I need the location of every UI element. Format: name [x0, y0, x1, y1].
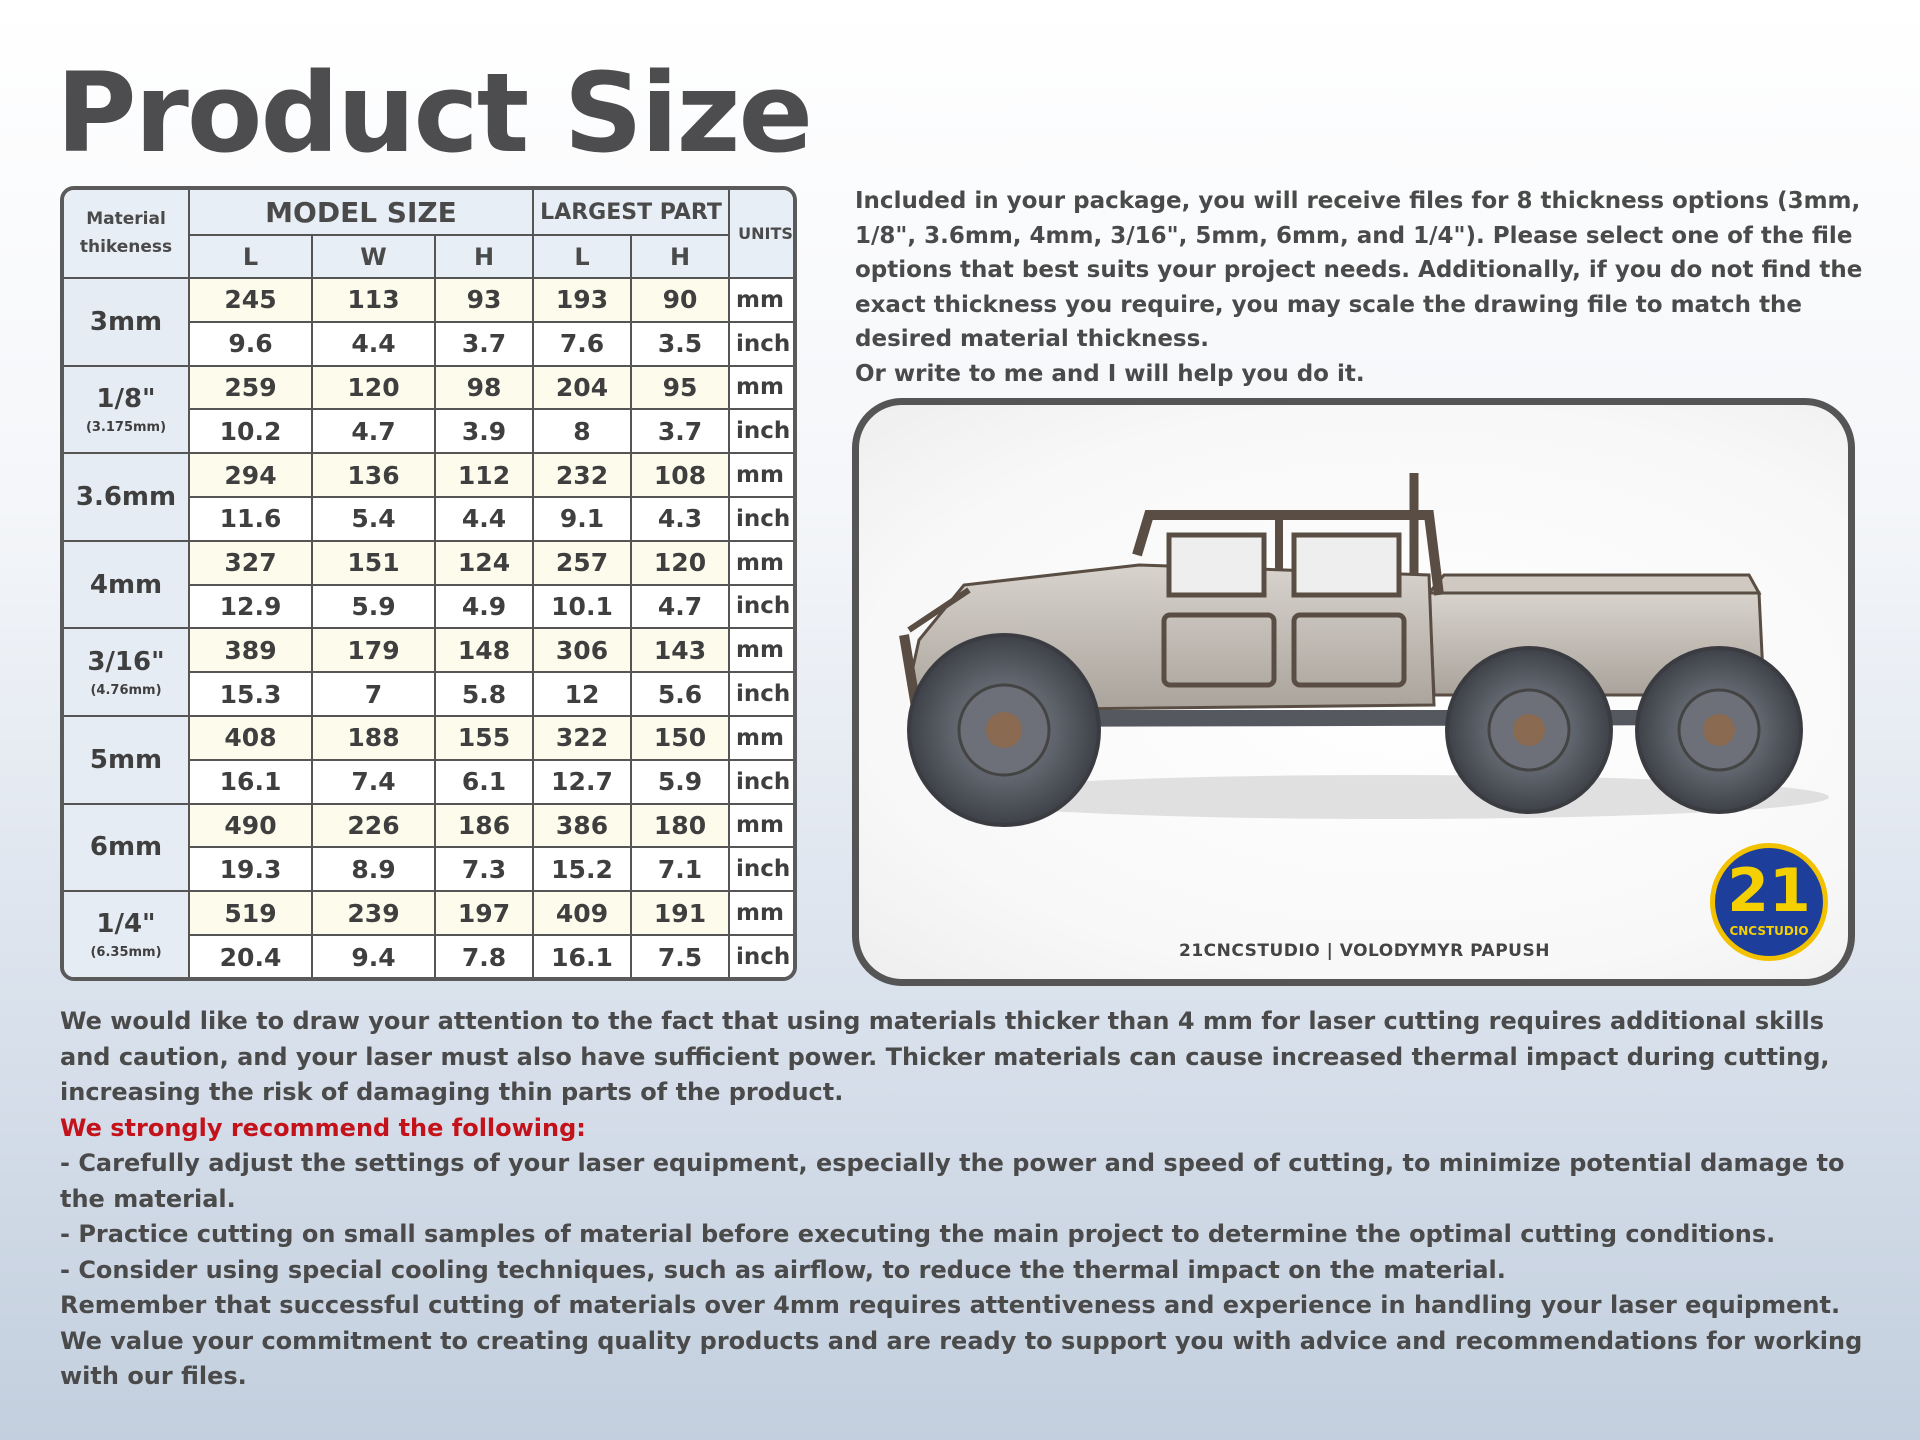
recommend-heading: We strongly recommend the following: [60, 1113, 586, 1142]
value-cell: 239 [312, 891, 435, 935]
notice-closing: We value your commitment to creating quality products and are ready to support you with advice and recommendations for working with our files. [60, 1326, 1863, 1390]
value-cell: 257 [533, 541, 631, 585]
value-cell: 4.4 [312, 322, 435, 366]
package-info [855, 184, 1865, 391]
value-cell: 155 [435, 716, 533, 760]
recommend-item: - Consider using special cooling techniques, such as airflow, to reduce the thermal impact on the material. [60, 1255, 1506, 1284]
studio-logo [1710, 843, 1828, 961]
value-cell: 4.3 [631, 497, 729, 541]
unit-cell: mm [729, 804, 797, 848]
value-cell: 90 [631, 278, 729, 322]
value-cell: 193 [533, 278, 631, 322]
value-cell: 8.9 [312, 847, 435, 891]
value-cell: 4.9 [435, 585, 533, 629]
unit-cell: inch [729, 585, 797, 629]
table-row [64, 804, 797, 848]
value-cell: 7.4 [312, 760, 435, 804]
value-cell: 5.6 [631, 672, 729, 716]
unit-cell: inch [729, 322, 797, 366]
value-cell: 188 [312, 716, 435, 760]
value-cell: 16.1 [533, 935, 631, 979]
value-cell: 20.4 [189, 935, 312, 979]
logo-number: 21 [1727, 856, 1811, 926]
size-table-body [64, 278, 797, 979]
value-cell: 148 [435, 628, 533, 672]
rear-wheel-2 [1637, 648, 1801, 812]
material-sublabel: (6.35mm) [90, 945, 162, 961]
material-sublabel: (4.76mm) [90, 682, 162, 698]
value-cell: 7.8 [435, 935, 533, 979]
unit-cell: inch [729, 935, 797, 979]
size-table [60, 186, 797, 981]
material-cell [64, 716, 189, 804]
value-cell: 180 [631, 804, 729, 848]
value-cell: 7.6 [533, 322, 631, 366]
material-cell [64, 278, 189, 366]
value-cell: 204 [533, 366, 631, 410]
front-wheel [909, 635, 1099, 825]
value-cell: 8 [533, 409, 631, 453]
value-cell: 12.9 [189, 585, 312, 629]
material-cell [64, 366, 189, 454]
value-cell: 151 [312, 541, 435, 585]
value-cell: 143 [631, 628, 729, 672]
table-row [64, 366, 797, 410]
table-row [64, 891, 797, 935]
value-cell: 294 [189, 453, 312, 497]
material-header: Material thikeness [64, 190, 189, 278]
unit-cell: mm [729, 278, 797, 322]
unit-cell: inch [729, 760, 797, 804]
table-row [64, 541, 797, 585]
value-cell: 327 [189, 541, 312, 585]
page-title: Product Size [56, 49, 812, 177]
recommend-item: - Carefully adjust the settings of your laser equipment, especially the power and speed of cutting, to minimize potential damage to the material. [60, 1149, 1845, 1213]
value-cell: 150 [631, 716, 729, 760]
value-cell: 5.9 [631, 760, 729, 804]
value-cell: 409 [533, 891, 631, 935]
value-cell: 259 [189, 366, 312, 410]
material-label: 1/8" [96, 383, 156, 414]
value-cell: 93 [435, 278, 533, 322]
unit-cell: inch [729, 847, 797, 891]
unit-cell: mm [729, 891, 797, 935]
value-cell: 226 [312, 804, 435, 848]
value-cell: 9.1 [533, 497, 631, 541]
value-cell: 12.7 [533, 760, 631, 804]
value-cell: 3.7 [631, 409, 729, 453]
part-length-header: L [533, 235, 631, 278]
value-cell: 4.4 [435, 497, 533, 541]
value-cell: 5.9 [312, 585, 435, 629]
value-cell: 9.6 [189, 322, 312, 366]
material-cell [64, 453, 189, 541]
unit-cell: mm [729, 541, 797, 585]
notice-closing: Remember that successful cutting of materials over 4mm requires attentiveness and experience in handling your laser equipment. [60, 1291, 1841, 1319]
value-cell: 186 [435, 804, 533, 848]
value-cell: 113 [312, 278, 435, 322]
value-cell: 197 [435, 891, 533, 935]
value-cell: 15.3 [189, 672, 312, 716]
value-cell: 108 [631, 453, 729, 497]
recommend-item: - Practice cutting on small samples of material before executing the main project to determine the optimal cutting conditions. [60, 1220, 1776, 1248]
value-cell: 16.1 [189, 760, 312, 804]
table-row [64, 716, 797, 760]
material-label: 3/16" [87, 646, 165, 677]
table-row [64, 453, 797, 497]
value-cell: 3.7 [435, 322, 533, 366]
material-cell [64, 804, 189, 892]
value-cell: 6.1 [435, 760, 533, 804]
value-cell: 179 [312, 628, 435, 672]
model-length-header: L [189, 235, 312, 278]
table-row [64, 628, 797, 672]
material-label: 6mm [89, 832, 163, 863]
material-cell [64, 891, 189, 979]
value-cell: 408 [189, 716, 312, 760]
value-cell: 7 [312, 672, 435, 716]
value-cell: 4.7 [312, 409, 435, 453]
unit-cell: mm [729, 453, 797, 497]
value-cell: 7.5 [631, 935, 729, 979]
value-cell: 3.9 [435, 409, 533, 453]
value-cell: 10.2 [189, 409, 312, 453]
units-header: UNITS [729, 190, 797, 278]
material-label: 1/4" [96, 909, 156, 940]
value-cell: 19.3 [189, 847, 312, 891]
largest-part-header: LARGEST PART [533, 190, 729, 235]
value-cell: 306 [533, 628, 631, 672]
value-cell: 245 [189, 278, 312, 322]
notice-intro: We would like to draw your attention to the fact that using materials thicker than 4 mm for laser cutting requires additional skills and caution, and your laser must also have sufficient power. Thicker materials can cause increased thermal impact during cutting, increasing the risk of damaging thin parts of the product. [60, 1007, 1830, 1106]
material-label: 5mm [89, 744, 163, 775]
value-cell: 7.1 [631, 847, 729, 891]
model-width-header: W [312, 235, 435, 278]
value-cell: 120 [631, 541, 729, 585]
package-help-line: Or write to me and I will help you do it. [855, 360, 1365, 387]
value-cell: 5.8 [435, 672, 533, 716]
material-label: 3mm [89, 306, 163, 337]
value-cell: 5.4 [312, 497, 435, 541]
value-cell: 389 [189, 628, 312, 672]
logo-text: CNCSTUDIO [1729, 924, 1809, 938]
value-cell: 12 [533, 672, 631, 716]
product-image-frame [852, 398, 1855, 986]
rear-wheel-1 [1447, 648, 1611, 812]
value-cell: 95 [631, 366, 729, 410]
package-info-paragraph: Included in your package, you will receive files for 8 thickness options (3mm, 1/8", 3.6mm, 4mm, 3/16", 5mm, 6mm, and 1/4"). Please select one of the file options that best suits your project needs. Additionally, if you do not find the exact thickness you require, you may scale the drawing file to match the desired material thickness. [855, 188, 1863, 352]
unit-cell: inch [729, 497, 797, 541]
unit-cell: mm [729, 628, 797, 672]
material-label: 3.6mm [75, 481, 177, 512]
material-sublabel: (3.175mm) [85, 419, 167, 435]
value-cell: 15.2 [533, 847, 631, 891]
value-cell: 10.1 [533, 585, 631, 629]
table-row [64, 278, 797, 322]
model-height-header: H [435, 235, 533, 278]
value-cell: 98 [435, 366, 533, 410]
image-credit: 21CNCSTUDIO | VOLODYMYR PAPUSH [1179, 941, 1550, 961]
value-cell: 386 [533, 804, 631, 848]
material-cell [64, 541, 189, 629]
unit-cell: inch [729, 672, 797, 716]
value-cell: 3.5 [631, 322, 729, 366]
unit-cell: mm [729, 716, 797, 760]
material-cell [64, 628, 189, 716]
truck-model-illustration [869, 425, 1839, 865]
value-cell: 519 [189, 891, 312, 935]
laser-cutting-notice [60, 1004, 1870, 1395]
value-cell: 232 [533, 453, 631, 497]
value-cell: 7.3 [435, 847, 533, 891]
value-cell: 11.6 [189, 497, 312, 541]
value-cell: 120 [312, 366, 435, 410]
value-cell: 136 [312, 453, 435, 497]
value-cell: 490 [189, 804, 312, 848]
material-label: 4mm [89, 569, 163, 600]
value-cell: 191 [631, 891, 729, 935]
value-cell: 9.4 [312, 935, 435, 979]
unit-cell: mm [729, 366, 797, 410]
value-cell: 112 [435, 453, 533, 497]
value-cell: 4.7 [631, 585, 729, 629]
model-size-header: MODEL SIZE [189, 190, 533, 235]
value-cell: 322 [533, 716, 631, 760]
part-height-header: H [631, 235, 729, 278]
value-cell: 124 [435, 541, 533, 585]
unit-cell: inch [729, 409, 797, 453]
